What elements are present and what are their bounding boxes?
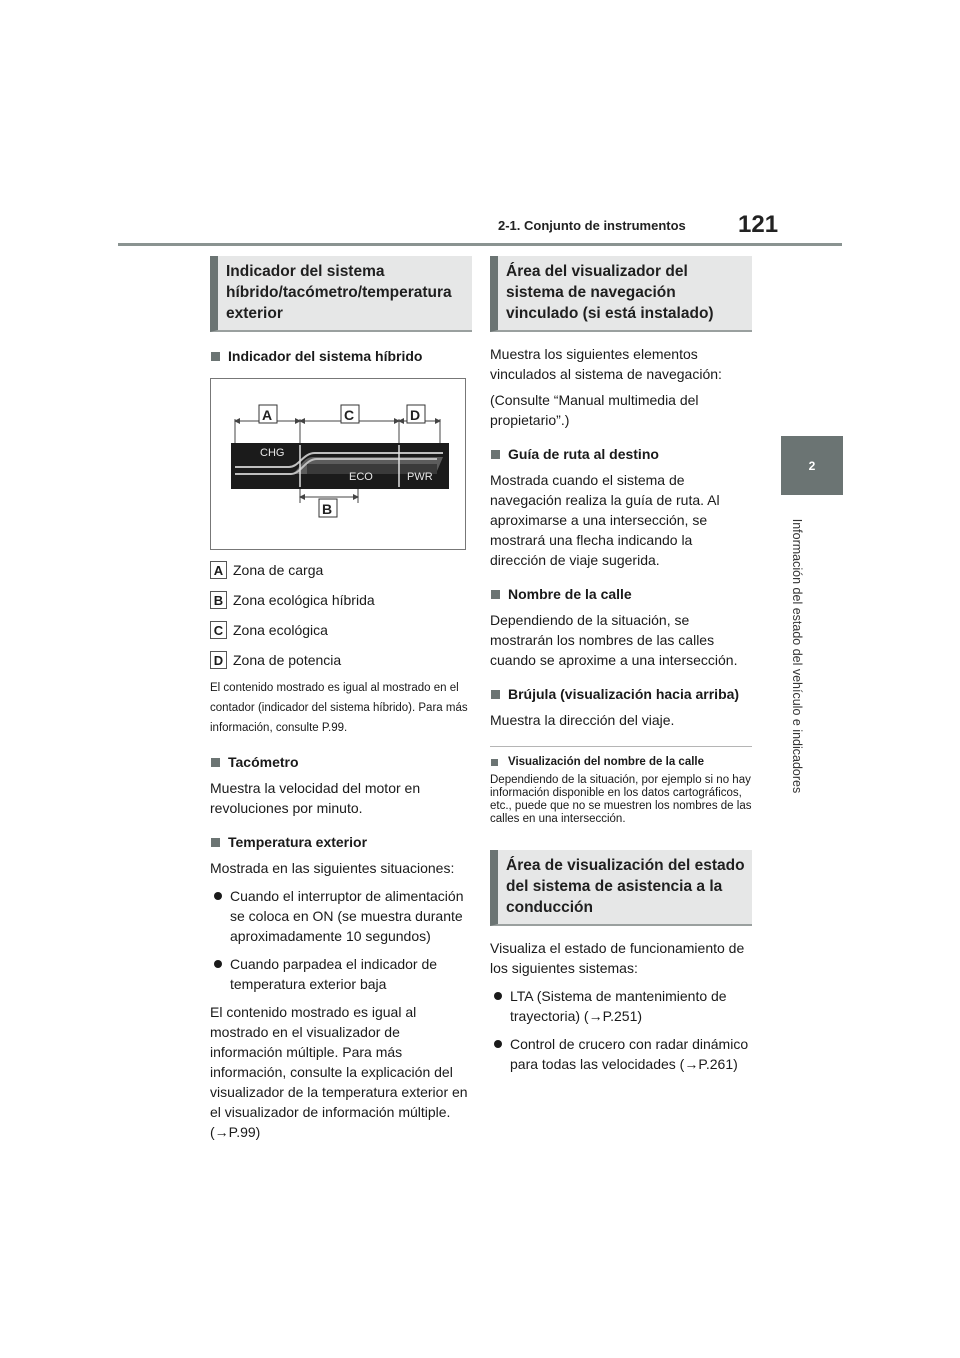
- note-text: Dependiendo de la situación, por ejemplo si no hay información disponible en los datos cartográficos, etc., puede que no se muestren los nombres de las calles en una intersección.: [490, 774, 752, 825]
- subheading-text: Tacómetro: [228, 754, 299, 770]
- subheading-route-guidance: [490, 444, 752, 464]
- subheading-text: Brújula (visualización hacia arriba): [508, 686, 740, 702]
- subheading-compass: [490, 684, 752, 704]
- left-column: [210, 256, 472, 1142]
- legend-letter: C: [210, 621, 227, 639]
- driving-assist-intro: Visualiza el estado de funcionamiento de los siguientes sistemas:: [490, 940, 745, 976]
- legend-item: [210, 590, 472, 610]
- legend-item: [210, 560, 472, 580]
- legend-letter: D: [210, 651, 227, 669]
- legend-text: Zona ecológica híbrida: [233, 592, 375, 608]
- square-bullet-icon: [491, 690, 500, 699]
- square-bullet-icon: [491, 590, 500, 599]
- square-bullet-icon: [211, 838, 220, 847]
- header-divider: [118, 243, 842, 246]
- chg-label: CHG: [260, 447, 285, 459]
- legend-text: Zona de carga: [233, 562, 324, 578]
- hybrid-indicator-figure: [210, 378, 466, 550]
- list-item-text: Cuando el interruptor de alimentación se coloca en ON (se muestra durante aproximadamente 10 segundos): [230, 888, 464, 944]
- legend-text: Zona de potencia: [233, 652, 342, 668]
- compass-text: Muestra la dirección del viaje.: [490, 712, 675, 728]
- list-item: [490, 986, 752, 1026]
- navigation-intro: Muestra los siguientes elementos vinculados al sistema de navegación:: [490, 346, 722, 382]
- list-item: [490, 1034, 752, 1074]
- section-heading-navigation: Área del visualizador del sistema de navegación vinculado (si está instalado): [490, 256, 752, 332]
- note-heading-text: Visualización del nombre de la calle: [508, 756, 704, 768]
- subheading-outside-temperature: [210, 832, 472, 852]
- callout-a: A: [262, 407, 273, 423]
- square-bullet-icon: [211, 352, 220, 361]
- chapter-side-label: [789, 506, 805, 806]
- legend-list: [210, 560, 472, 670]
- subheading-hybrid-indicator: [210, 346, 472, 366]
- bullet-dot-icon: [214, 960, 222, 968]
- chapter-title: Información del estado del vehículo e indicadores: [790, 518, 804, 794]
- right-column: [490, 256, 752, 1074]
- legend-letter: A: [210, 561, 227, 579]
- square-bullet-icon: [491, 759, 498, 766]
- callout-d: D: [410, 407, 421, 423]
- bullet-dot-icon: [494, 992, 502, 1000]
- callout-b: B: [322, 501, 333, 517]
- legend-letter: B: [210, 591, 227, 609]
- subheading-text: Nombre de la calle: [508, 586, 632, 602]
- subheading-street-name: [490, 584, 752, 604]
- subheading-text: Indicador del sistema híbrido: [228, 348, 423, 364]
- chapter-number: 2: [808, 458, 816, 473]
- subheading-text: Temperatura exterior: [228, 834, 368, 850]
- chapter-tab: [781, 436, 843, 495]
- list-item-text: LTA (Sistema de mantenimiento de trayectoria) (→P.251): [510, 988, 727, 1024]
- outside-temperature-text: Mostrada en las siguientes situaciones:: [210, 860, 455, 876]
- subheading-text: Guía de ruta al destino: [508, 446, 659, 462]
- eco-label: ECO: [349, 471, 373, 483]
- bullet-dot-icon: [214, 892, 222, 900]
- note-divider: [490, 746, 752, 747]
- subheading-tachometer: [210, 752, 472, 772]
- bullet-dot-icon: [494, 1040, 502, 1048]
- section-title: 2-1. Conjunto de instrumentos: [498, 218, 686, 233]
- list-item-text: Control de crucero con radar dinámico para todas las velocidades (→P.261): [510, 1036, 749, 1072]
- list-item: [210, 954, 472, 994]
- list-item: [210, 886, 472, 946]
- street-name-text: Dependiendo de la situación, se mostrarán los nombres de las calles cuando se aproxime a una intersección.: [490, 612, 738, 668]
- page-number: 121: [738, 211, 779, 238]
- navigation-reference: (Consulte “Manual multimedia del propietario”.): [490, 392, 699, 428]
- closing-paragraph: El contenido mostrado es igual al mostrado en el visualizador de información múltiple. Para más información, consulte la explicación del visualizador de la temperatura exterior en el visualizador de información múltiple. (→P.99): [210, 1004, 468, 1140]
- legend-text: Zona ecológica: [233, 622, 328, 638]
- square-bullet-icon: [211, 758, 220, 767]
- route-guidance-text: Mostrada cuando el sistema de navegación realiza la guía de ruta. Al aproximarse a una intersección, se mostrará una flecha indicando la dirección de viaje sugerida.: [490, 472, 720, 568]
- section-heading-driving-assist: Área de visualización del estado del sistema de asistencia a la conducción: [490, 850, 752, 926]
- square-bullet-icon: [491, 450, 500, 459]
- pwr-label: PWR: [407, 471, 433, 483]
- note-heading: [490, 755, 752, 770]
- tachometer-text: Muestra la velocidad del motor en revoluciones por minuto.: [210, 780, 421, 816]
- legend-item: [210, 650, 472, 670]
- section-heading-indicator: Indicador del sistema híbrido/tacómetro/temperatura exterior: [210, 256, 472, 332]
- callout-c: C: [344, 407, 355, 423]
- legend-item: [210, 620, 472, 640]
- list-item-text: Cuando parpadea el indicador de temperatura exterior baja: [230, 956, 438, 992]
- indicator-note: El contenido mostrado es igual al mostrado en el contador (indicador del sistema híbrido). Para más información, consulte P.99.: [210, 682, 468, 734]
